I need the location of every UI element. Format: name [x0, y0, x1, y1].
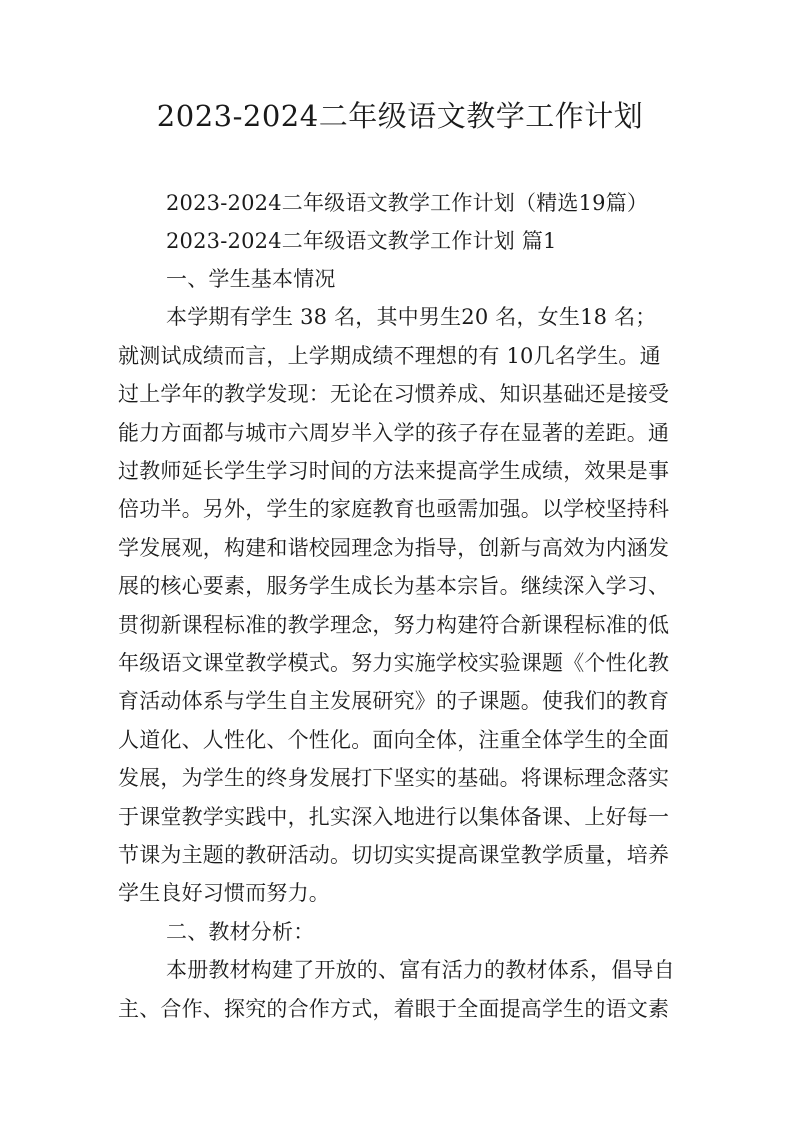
paragraph-line: 本册教材构建了开放的、富有活力的教材体系，倡导自 [166, 958, 675, 982]
subsection-heading: 二、教材分析： [166, 920, 315, 944]
paragraph-line: 发展，为学生的终身发展打下坚实的基础。将课标理念落实 [118, 766, 670, 790]
paragraph-line: 节课为主题的教研活动。切切实实提高课堂教学质量，培养 [118, 843, 670, 867]
paragraph-line: 本学期有学生 38 名，其中男生20 名，女生18 名； [166, 305, 657, 329]
paragraph-line: 倍功半。另外，学生的家庭教育也亟需加强。以学校坚持科 [118, 497, 670, 521]
subsection-heading: 一、学生基本情况 [166, 267, 336, 291]
paragraph-line: 主、合作、探究的合作方式，着眼于全面提高学生的语文素 [118, 997, 670, 1021]
document-title: 2023-2024二年级语文教学工作计划 [156, 99, 644, 133]
subtitle-line: 2023-2024二年级语文教学工作计划（精选19篇） [166, 191, 649, 215]
paragraph-line: 能力方面都与城市六周岁半入学的孩子存在显著的差距。通 [118, 421, 670, 445]
paragraph-line: 人道化、人性化、个性化。面向全体，注重全体学生的全面 [118, 728, 670, 752]
paragraph-line: 学生良好习惯而努力。 [118, 881, 330, 905]
paragraph-line: 贯彻新课程标准的教学理念，努力构建符合新课程标准的低 [118, 613, 670, 637]
section-heading: 2023-2024二年级语文教学工作计划 篇1 [166, 229, 557, 253]
paragraph-line: 展的核心要素，服务学生成长为基本宗旨。继续深入学习、 [118, 574, 670, 598]
paragraph-line: 就测试成绩而言，上学期成绩不理想的有 10几名学生。通 [118, 344, 661, 368]
paragraph-line: 于课堂教学实践中，扎实深入地进行以集体备课、上好每一 [118, 805, 670, 829]
paragraph-line: 过教师延长学生学习时间的方法来提高学生成绩，效果是事 [118, 459, 670, 483]
paragraph-line: 过上学年的教学发现：无论在习惯养成、知识基础还是接受 [118, 382, 670, 406]
paragraph-line: 学发展观，构建和谐校园理念为指导，创新与高效为内涵发 [118, 536, 670, 560]
paragraph-line: 育活动体系与学生自主发展研究》的子课题。使我们的教育 [118, 689, 670, 713]
paragraph-line: 年级语文课堂教学模式。努力实施学校实验课题《个性化教 [118, 651, 670, 675]
